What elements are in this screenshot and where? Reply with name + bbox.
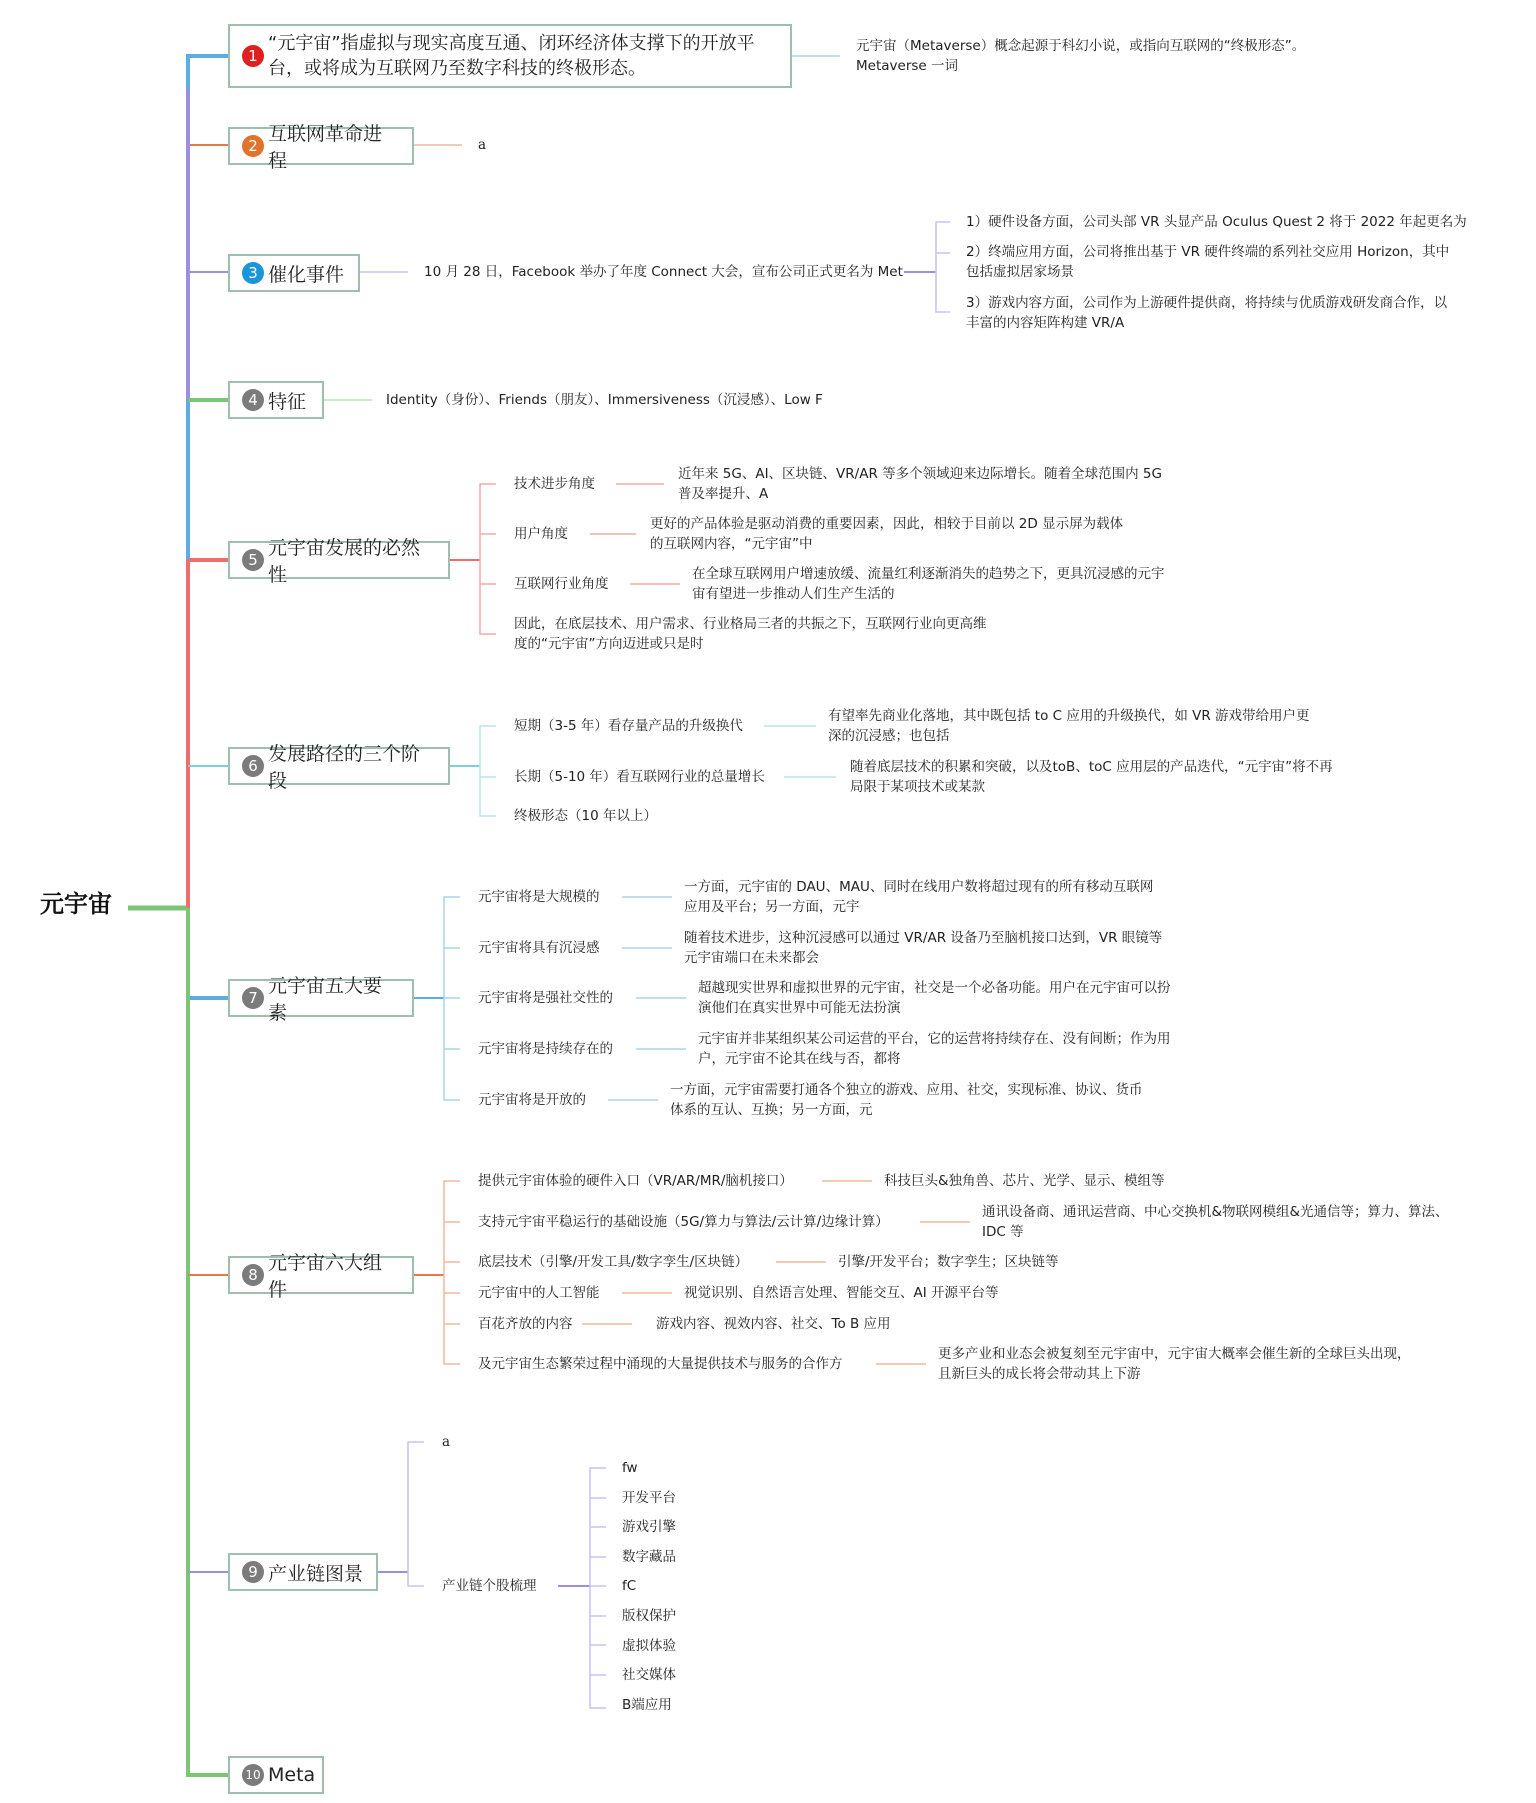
topic-7-sub-2-text bbox=[684, 928, 1162, 968]
topic-9-leaf: 游戏引擎 bbox=[622, 1519, 676, 1535]
badge-6: 6 bbox=[242, 755, 264, 777]
topic-3-item-3-line1: 3）游戏内容方面，公司作为上游硬件提供商，将持续与优质游戏研发商合作，以 bbox=[966, 295, 1448, 311]
topic-2-note: a bbox=[478, 137, 487, 153]
topic-9-leaf: fw bbox=[622, 1460, 638, 1476]
topic-8-sub-1-label: 提供元宇宙体验的硬件入口（VR/AR/MR/脑机接口） bbox=[478, 1173, 793, 1189]
topic-3-item-3 bbox=[966, 293, 1447, 333]
badge-7: 7 bbox=[242, 987, 264, 1009]
topic-9-leaf: 开发平台 bbox=[622, 1490, 676, 1506]
topic-4-label: 特征 bbox=[268, 390, 307, 413]
badge-4: 4 bbox=[242, 389, 264, 411]
topic-9-sub-b: 产业链个股梳理 bbox=[442, 1578, 537, 1594]
topic-8-sub-2-label: 支持元宇宙平稳运行的基础设施（5G/算力与算法/云计算/边缘计算） bbox=[478, 1214, 889, 1230]
topic-9-leaf: B端应用 bbox=[622, 1697, 672, 1713]
topic-5-sub-3-text bbox=[692, 564, 1165, 604]
topic-7-sub-3-line2: 演他们在真实世界中可能无法扮演 bbox=[698, 1000, 901, 1016]
topic-10-node[interactable] bbox=[228, 1756, 324, 1794]
topic-1-label-line1: “元宇宙”指虚拟与现实高度互通、闭环经济体支撑下的开放平 bbox=[268, 33, 755, 54]
topic-9-leaf: 社交媒体 bbox=[622, 1667, 676, 1683]
topic-3-label: 催化事件 bbox=[268, 263, 345, 286]
topic-5-sub-2-label: 用户角度 bbox=[514, 526, 568, 542]
topic-6-sub-1-text bbox=[828, 706, 1310, 746]
topic-8-sub-2-line1: 通讯设备商、通讯运营商、中心交换机&物联网模组&光通信等；算力、算法、 bbox=[982, 1204, 1449, 1220]
topic-3-item-2-line2: 包括虚拟居家场景 bbox=[966, 264, 1074, 280]
badge-3: 3 bbox=[242, 262, 264, 284]
topic-2-node[interactable] bbox=[228, 123, 414, 172]
topic-9-node[interactable] bbox=[228, 1553, 378, 1591]
topic-7-sub-2-line2: 元宇宙端口在未来都会 bbox=[684, 950, 819, 966]
topic-1-note bbox=[856, 36, 1305, 76]
topic-6-node[interactable] bbox=[228, 743, 450, 792]
topic-8-sub-3-label: 底层技术（引擎/开发工具/数字孪生/区块链） bbox=[478, 1254, 749, 1270]
badge-10: 10 bbox=[242, 1764, 264, 1786]
topic-6-sub-2-line2: 局限于某项技术或某款 bbox=[850, 779, 985, 795]
topic-7-sub-3-label: 元宇宙将是强社交性的 bbox=[478, 990, 613, 1006]
topic-10-label: Meta bbox=[268, 1764, 316, 1786]
topic-8-sub-2-line2: IDC 等 bbox=[982, 1224, 1024, 1240]
topic-3-item-1 bbox=[966, 212, 1467, 232]
topic-8-label: 元宇宙六大组件 bbox=[268, 1252, 383, 1301]
topic-5-sub-3-line1: 在全球互联网用户增速放缓、流量红利逐渐消失的趋势之下，更具沉浸感的元宇 bbox=[692, 566, 1165, 582]
topic-8-sub-6-label: 及元宇宙生态繁荣过程中涌现的大量提供技术与服务的合作方 bbox=[478, 1356, 843, 1372]
topic-7-sub-3-text bbox=[698, 978, 1171, 1018]
topic-7-label: 元宇宙五大要素 bbox=[268, 975, 383, 1024]
topic-5-sub-2-line1: 更好的产品体验是驱动消费的重要因素，因此，相较于目前以 2D 显示屏为载体 bbox=[650, 516, 1124, 532]
topic-8-sub-6-line1: 更多产业和业态会被复刻至元宇宙中，元宇宙大概率会催生新的全球巨头出现， bbox=[938, 1346, 1411, 1362]
topic-5-sub-4-text bbox=[514, 614, 987, 654]
topic-7-sub-4-line2: 户，元宇宙不论其在线与否，都将 bbox=[698, 1051, 901, 1067]
topic-5-sub-2-text bbox=[650, 514, 1123, 554]
topic-9-leaf: 版权保护 bbox=[622, 1608, 676, 1624]
topic-8-sub-4-text: 视觉识别、自然语言处理、智能交互、AI 开源平台等 bbox=[684, 1285, 999, 1301]
topic-7-sub-2-label: 元宇宙将具有沉浸感 bbox=[478, 940, 600, 956]
topic-7-sub-5-line1: 一方面，元宇宙需要打通各个独立的游戏、应用、社交，实现标准、协议、货币 bbox=[670, 1082, 1143, 1098]
topic-4-node[interactable] bbox=[228, 381, 324, 419]
topic-5-sub-1-line1: 近年来 5G、AI、区块链、VR/AR 等多个领域迎来边际增长。随着全球范围内 5G bbox=[678, 466, 1162, 482]
topic-6-sub-2-text bbox=[850, 757, 1333, 797]
topic-1-node[interactable] bbox=[228, 24, 792, 88]
topic-2-label: 互联网革命进程 bbox=[268, 123, 383, 172]
topic-7-sub-5-label: 元宇宙将是开放的 bbox=[478, 1092, 586, 1108]
topic-7-sub-4-text bbox=[698, 1029, 1171, 1069]
topic-8-sub-5-text: 游戏内容、视效内容、社交、To B 应用 bbox=[656, 1316, 891, 1332]
topic-9-leaf: 数字藏品 bbox=[622, 1549, 676, 1565]
topic-7-sub-5-text bbox=[670, 1080, 1143, 1120]
topic-7-sub-4-label: 元宇宙将是持续存在的 bbox=[478, 1041, 613, 1057]
topic-7-sub-1-line1: 一方面，元宇宙的 DAU、MAU、同时在线用户数将超过现有的所有移动互联网 bbox=[684, 879, 1154, 895]
topic-5-sub-4-line2: 度的“元宇宙”方向迈进或只是时 bbox=[514, 636, 704, 652]
topic-3-item-2 bbox=[966, 242, 1449, 282]
topic-7-sub-4-line1: 元宇宙并非某组织某公司运营的平台，它的运营将持续存在、没有间断；作为用 bbox=[698, 1031, 1171, 1047]
badge-1: 1 bbox=[242, 45, 264, 67]
topic-3-item-2-line1: 2）终端应用方面，公司将推出基于 VR 硬件终端的系列社交应用 Horizon，其中 bbox=[966, 244, 1450, 260]
topic-5-sub-1-label: 技术进步角度 bbox=[514, 476, 595, 492]
topic-8-sub-3-text: 引擎/开发平台；数字孪生；区块链等 bbox=[838, 1254, 1059, 1270]
topic-7-sub-1-text bbox=[684, 877, 1153, 917]
topic-9-sub-a: a bbox=[442, 1434, 451, 1450]
topic-8-node[interactable] bbox=[228, 1252, 414, 1301]
topic-8-sub-2-text bbox=[982, 1202, 1449, 1242]
topic-5-sub-1-text bbox=[678, 464, 1162, 504]
topic-3-item-3-line2: 丰富的内容矩阵构建 VR/A bbox=[966, 315, 1125, 331]
topic-1-note-line2: Metaverse 一词 bbox=[856, 58, 958, 74]
badge-2: 2 bbox=[242, 135, 264, 157]
topic-7-sub-1-label: 元宇宙将是大规模的 bbox=[478, 889, 600, 905]
topic-8-sub-1-text: 科技巨头&独角兽、芯片、光学、显示、模组等 bbox=[884, 1173, 1165, 1189]
topic-6-label: 发展路径的三个阶段 bbox=[268, 743, 421, 792]
topic-3-item-1-line1: 1）硬件设备方面，公司头部 VR 头显产品 Oculus Quest 2 将于 2022 年起更名为 bbox=[966, 214, 1467, 230]
topic-9-label: 产业链图景 bbox=[268, 1562, 364, 1585]
topic-5-sub-2-line2: 的互联网内容，“元宇宙”中 bbox=[650, 536, 813, 552]
topic-5-sub-1-line2: 普及率提升、A bbox=[678, 486, 769, 502]
topic-8-sub-6-line2: 且新巨头的成长将会带动其上下游 bbox=[938, 1366, 1141, 1382]
topic-6-sub-3-label: 终极形态（10 年以上） bbox=[514, 808, 657, 824]
topic-1-label-line2: 台，或将成为互联网乃至数字科技的终极形态。 bbox=[268, 58, 646, 79]
topic-5-sub-3-line2: 宙有望进一步推动人们生产生活的 bbox=[692, 586, 895, 602]
topic-5-sub-4-line1: 因此，在底层技术、用户需求、行业格局三者的共振之下，互联网行业向更高维 bbox=[514, 616, 987, 632]
topic-1-note-line1: 元宇宙（Metaverse）概念起源于科幻小说，或指向互联网的“终极形态”。 bbox=[856, 38, 1306, 54]
topic-7-node[interactable] bbox=[228, 975, 414, 1024]
topic-7-sub-5-line2: 体系的互认、互换；另一方面，元 bbox=[670, 1102, 873, 1118]
topic-6-sub-1-line2: 深的沉浸感；也包括 bbox=[828, 728, 950, 744]
topic-5-node[interactable] bbox=[228, 537, 450, 586]
topic-8-sub-5-label: 百花齐放的内容 bbox=[478, 1316, 573, 1332]
topic-7-sub-3-line1: 超越现实世界和虚拟世界的元宇宙，社交是一个必备功能。用户在元宇宙可以扮 bbox=[698, 980, 1171, 996]
topic-6-sub-2-line1: 随着底层技术的积累和突破，以及toB、toC 应用层的产品迭代，“元宇宙”将不再 bbox=[850, 759, 1333, 775]
topic-6-sub-1-label: 短期（3-5 年）看存量产品的升级换代 bbox=[514, 718, 743, 734]
badge-9: 9 bbox=[242, 1561, 264, 1583]
topic-8-sub-4-label: 元宇宙中的人工智能 bbox=[478, 1285, 600, 1301]
badge-8: 8 bbox=[242, 1264, 264, 1286]
topic-8-sub-6-text bbox=[938, 1344, 1411, 1384]
topic-4-note: Identity（身份）、Friends（朋友）、Immersiveness（沉浸感）、Low F bbox=[386, 392, 823, 408]
topic-7-sub-1-line2: 应用及平台；另一方面，元宇 bbox=[684, 899, 860, 915]
topic-9-leaf: 虚拟体验 bbox=[622, 1638, 676, 1654]
topic-6-sub-1-line1: 有望率先商业化落地，其中既包括 to C 应用的升级换代，如 VR 游戏带给用户更 bbox=[828, 708, 1310, 724]
topic-5-label: 元宇宙发展的必然性 bbox=[268, 537, 421, 586]
topic-5-sub-3-label: 互联网行业角度 bbox=[514, 576, 609, 592]
root-topic[interactable]: 元宇宙 bbox=[40, 890, 112, 918]
topic-9-leaf: fC bbox=[622, 1578, 637, 1594]
topic-3-node[interactable] bbox=[228, 254, 360, 292]
badge-5: 5 bbox=[242, 549, 264, 571]
topic-7-sub-2-line1: 随着技术进步，这种沉浸感可以通过 VR/AR 设备乃至脑机接口达到，VR 眼镜等 bbox=[684, 930, 1163, 946]
topic-3-note: 10 月 28 日，Facebook 举办了年度 Connect 大会，宣布公司正式更名为 Met bbox=[424, 264, 903, 280]
topic-6-sub-2-label: 长期（5-10 年）看互联网行业的总量增长 bbox=[514, 769, 765, 785]
